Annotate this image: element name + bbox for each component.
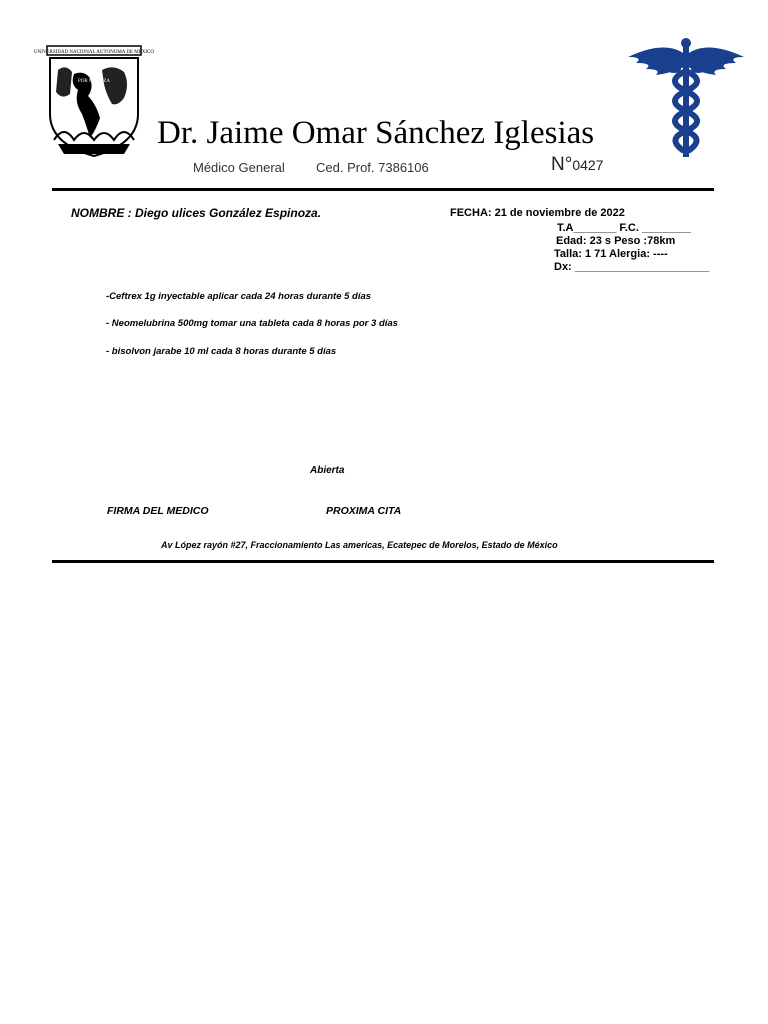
patient-name: NOMBRE : Diego ulices González Espinoza. xyxy=(71,206,322,220)
caduceus-logo xyxy=(626,33,746,161)
prescription-item: - bisolvon jarabe 10 ml cada 8 horas durante 5 días xyxy=(106,346,337,357)
talla-alergia: Talla: 1 71 Alergia: ---- xyxy=(554,248,668,260)
fecha: FECHA: 21 de noviembre de 2022 xyxy=(450,207,625,219)
svg-text:POR MI RAZA: POR MI RAZA xyxy=(78,79,110,84)
cedula: Ced. Prof. 7386106 xyxy=(316,160,429,175)
prescription-item: -Ceftrex 1g inyectable aplicar cada 24 horas durante 5 días xyxy=(106,291,372,302)
edad-peso: Edad: 23 s Peso :78km xyxy=(556,235,676,247)
number-value: 0427 xyxy=(572,157,604,173)
proxima-cita-label: PROXIMA CITA xyxy=(326,505,402,517)
number-symbol: N° xyxy=(551,154,573,175)
unam-seal-logo xyxy=(34,44,154,158)
ta-fc: T.A_______ F.C. ________ xyxy=(557,222,691,234)
doctor-name: Dr. Jaime Omar Sánchez Iglesias xyxy=(157,115,595,151)
bottom-rule xyxy=(52,560,714,563)
firma-label: FIRMA DEL MEDICO xyxy=(107,505,209,517)
prescription-number xyxy=(551,154,603,176)
svg-text:UNIVERSIDAD NACIONAL AUTONOMA: UNIVERSIDAD NACIONAL AUTONOMA DE MEXICO xyxy=(34,50,154,55)
top-rule xyxy=(52,188,714,191)
address: Av López rayón #27, Fraccionamiento Las americas, Ecatepec de Morelos, Estado de México xyxy=(161,540,558,550)
dx: Dx: ______________________ xyxy=(554,261,710,273)
abierta-label: Abierta xyxy=(310,465,345,476)
specialty: Médico General xyxy=(193,160,285,175)
prescription-item: - Neomelubrina 500mg tomar una tableta cada 8 horas por 3 días xyxy=(106,318,398,329)
